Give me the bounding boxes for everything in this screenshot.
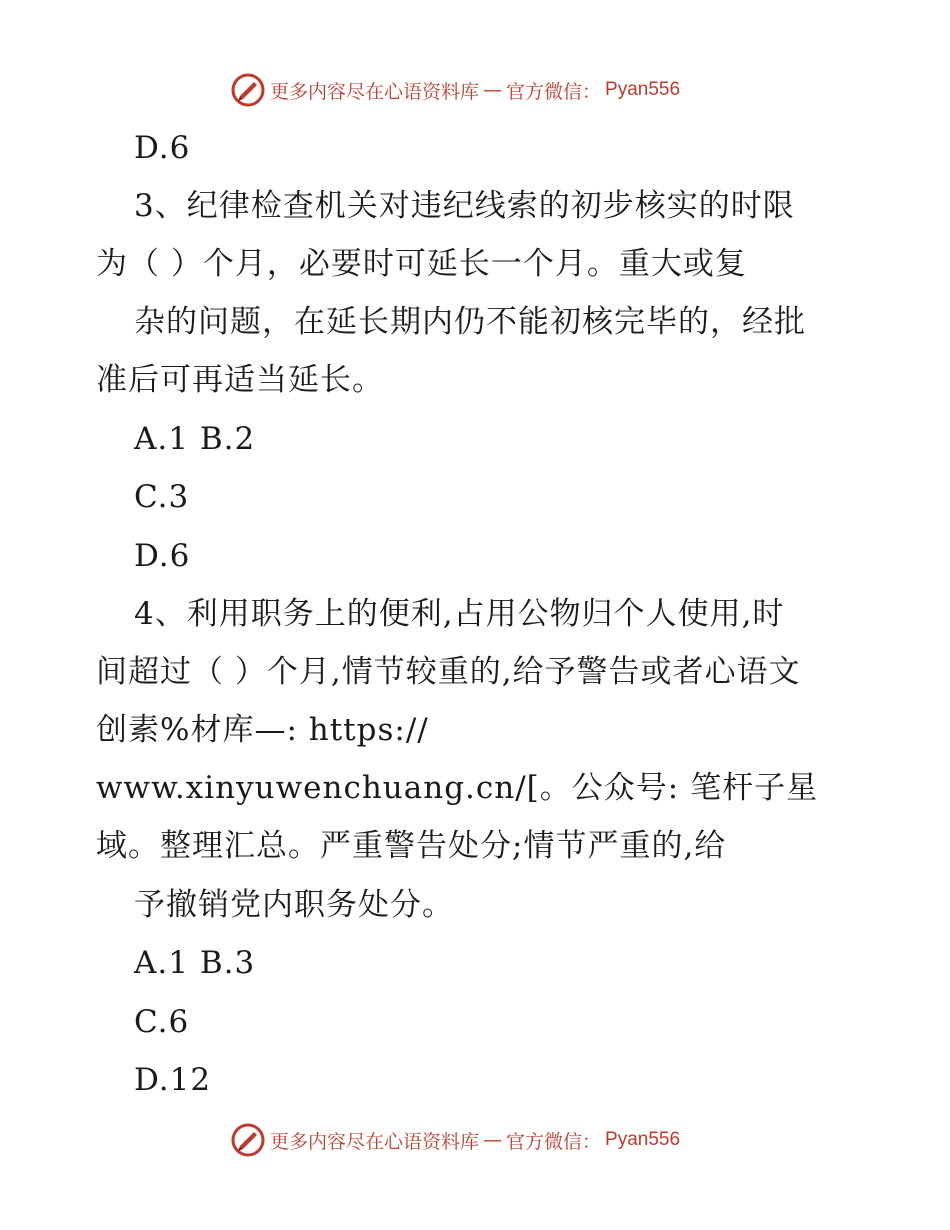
- banner-dash: —: [483, 79, 503, 101]
- q4-text-line-6: 予撤销党内职务处分。: [134, 887, 454, 923]
- q4-option-c: C.6: [134, 1004, 190, 1040]
- pen-logo-icon: [230, 72, 266, 108]
- banner-title: 更多内容尽在心语资料库: [270, 1130, 480, 1153]
- q3-text-line-2: 为（ ）个月，必要时可延长一个月。重大或复: [96, 246, 747, 282]
- banner-wechat-handle: Pyan556: [605, 79, 681, 100]
- q4-text-line-1: 4、利用职务上的便利,占用公物归个人使用,时: [134, 596, 785, 632]
- footer-watermark-banner: [230, 1122, 680, 1158]
- q3-text-line-3: 杂的问题，在延长期内仍不能初核完毕的，经批: [134, 304, 806, 340]
- q3-text-line-1: 3、纪律检查机关对违纪线索的初步核实的时限: [134, 188, 795, 224]
- q3-option-c: C.3: [134, 479, 190, 515]
- q4-option-ab: A.1 B.3: [134, 945, 256, 981]
- banner-wechat-label: 官方微信：: [506, 80, 602, 103]
- q4-option-d: D.12: [134, 1062, 212, 1098]
- banner-title: 更多内容尽在心语资料库: [270, 80, 480, 103]
- q4-text-line-4: www.xinyuwenchuang.cn/[。公众号: 笔杆子星: [96, 770, 819, 806]
- q3-option-d: D.6: [134, 538, 191, 574]
- q4-text-line-5: 域。整理汇总。严重警告处分;情节严重的,给: [96, 828, 727, 864]
- pen-logo-icon: [230, 1122, 266, 1158]
- banner-dash: —: [483, 1129, 503, 1151]
- banner-wechat-label: 官方微信：: [506, 1130, 602, 1153]
- q2-option-d: D.6: [134, 130, 191, 166]
- banner-wechat-handle: Pyan556: [605, 1129, 681, 1150]
- q3-text-line-4: 准后可再适当延长。: [96, 362, 384, 398]
- header-watermark-banner: [230, 72, 680, 108]
- q3-option-ab: A.1 B.2: [134, 421, 256, 457]
- q4-text-line-2: 间超过（ ）个月,情节较重的,给予警告或者心语文: [96, 654, 801, 690]
- q4-text-line-3: 创素%材库—: https://: [96, 712, 429, 748]
